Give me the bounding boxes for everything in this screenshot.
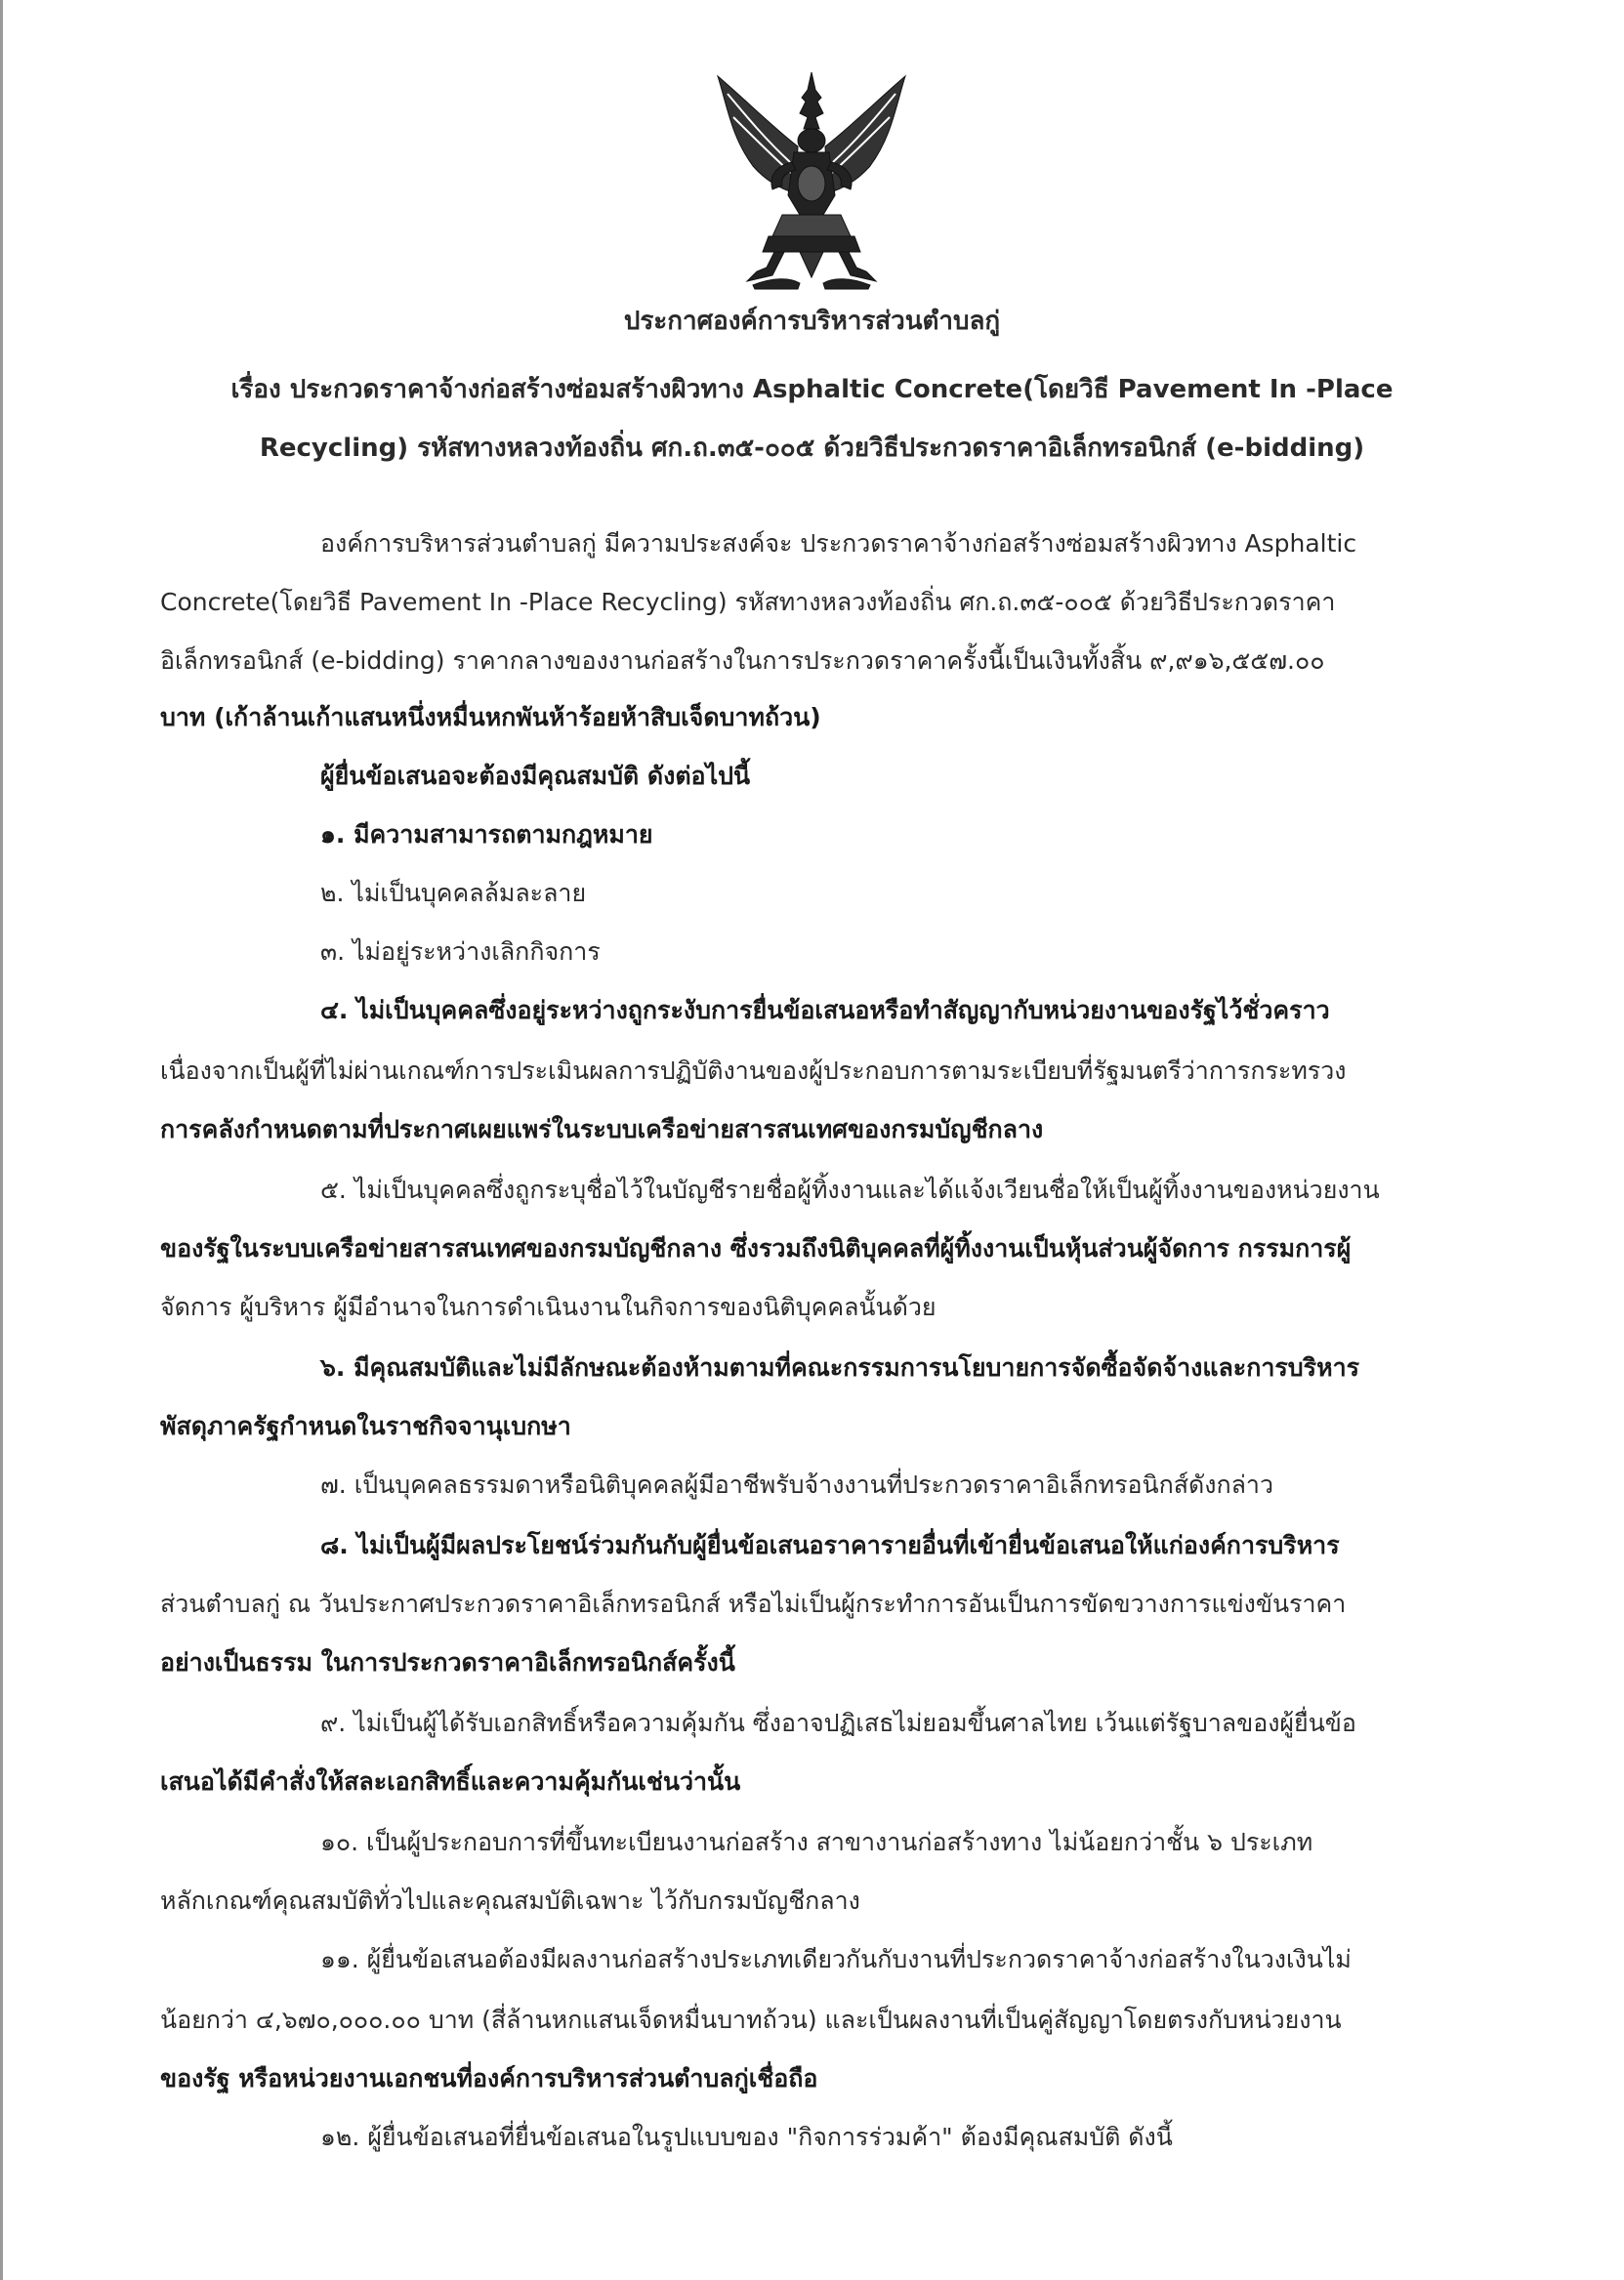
qualification-item-7: ๗. เป็นบุคคลธรรมดาหรือนิติบุคคลผู้มีอาชีพรับจ้างงานที่ประกวดราคาอิเล็กทรอนิกส์ดังกล่าว xyxy=(320,1471,1273,1499)
announcement-subject-line1: เรื่อง ประกวดราคาจ้างก่อสร้างซ่อมสร้างผิวทาง Asphaltic Concrete(โดยวิธี Pavement In -Place xyxy=(230,375,1394,404)
garuda-emblem-icon xyxy=(714,68,909,291)
qualification-item-2: ๒. ไม่เป็นบุคคลล้มละลาย xyxy=(320,879,587,907)
page-border xyxy=(0,0,3,2280)
qualification-item-9-line-1: ๙. ไม่เป็นผู้ได้รับเอกสิทธิ์หรือความคุ้มกัน ซึ่งอาจปฏิเสธไม่ยอมขึ้นศาลไทย เว้นแต่รัฐบาลของผู้ยื่นข้อ xyxy=(320,1709,1356,1737)
qualification-item-4-line-1: ๔. ไม่เป็นบุคคลซึ่งอยู่ระหว่างถูกระงับการยื่นข้อเสนอหรือทำสัญญากับหน่วยงานของรัฐไว้ชั่วคราว xyxy=(320,996,1330,1024)
qualification-item-5-line-2: ของรัฐในระบบเครือข่ายสารสนเทศของกรมบัญชีกลาง ซึ่งรวมถึงนิติบุคคลที่ผู้ทิ้งงานเป็นหุ้นส่วนผู้จัดการ กรรมการผู้ xyxy=(160,1234,1352,1263)
qualification-item-1: ๑. มีความสามารถตามกฎหมาย xyxy=(320,820,653,849)
qualification-intro: ผู้ยื่นข้อเสนอจะต้องมีคุณสมบัติ ดังต่อไปนี้ xyxy=(320,762,751,790)
qualification-item-5-line-3: จัดการ ผู้บริหาร ผู้มีอำนาจในการดำเนินงานในกิจการของนิติบุคคลนั้นด้วย xyxy=(160,1293,937,1321)
qualification-item-5-line-1: ๕. ไม่เป็นบุคคลซึ่งถูกระบุชื่อไว้ในบัญชีรายชื่อผู้ทิ้งงานและได้แจ้งเวียนชื่อให้เป็นผู้ทิ้งงานของหน่วยงาน xyxy=(320,1176,1380,1204)
qualification-item-3: ๓. ไม่อยู่ระหว่างเลิกกิจการ xyxy=(320,937,601,966)
qualification-item-11-line-3: ของรัฐ หรือหน่วยงานเอกชนที่องค์การบริหารส่วนตำบลกู่เชื่อถือ xyxy=(160,2064,818,2093)
qualification-item-12: ๑๒. ผู้ยื่นข้อเสนอที่ยื่นข้อเสนอในรูปแบบของ "กิจการร่วมค้า" ต้องมีคุณสมบัติ ดังนี้ xyxy=(320,2123,1173,2151)
announcement-subject-line2: Recycling) รหัสทางหลวงท้องถิ่น ศก.ถ.๓๕-๐๐๕ ด้วยวิธีประกวดราคาอิเล็กทรอนิกส์ (e-bidding) xyxy=(259,434,1365,463)
qualification-item-8-line-3: อย่างเป็นธรรม ในการประกวดราคาอิเล็กทรอนิกส์ครั้งนี้ xyxy=(160,1648,735,1677)
qualification-item-10-line-1: ๑๐. เป็นผู้ประกอบการที่ขึ้นทะเบียนงานก่อสร้าง สาขางานก่อสร้างทาง ไม่น้อยกว่าชั้น ๖ ประเภท xyxy=(320,1828,1313,1856)
qualification-item-8-line-2: ส่วนตำบลกู่ ณ วันประกาศประกวดราคาอิเล็กทรอนิกส์ หรือไม่เป็นผู้กระทำการอันเป็นการขัดขวางการแข่งขันราคา xyxy=(160,1590,1347,1618)
qualification-item-4-line-3: การคลังกำหนดตามที่ประกาศเผยแพร่ในระบบเครือข่ายสารสนเทศของกรมบัญชีกลาง xyxy=(160,1115,1044,1143)
qualification-item-8-line-1: ๘. ไม่เป็นผู้มีผลประโยชน์ร่วมกันกับผู้ยื่นข้อเสนอราคารายอื่นที่เข้ายื่นข้อเสนอให้แก่องค์การบริหาร xyxy=(320,1531,1340,1559)
intro-line-2: Concrete(โดยวิธี Pavement In -Place Recycling) รหัสทางหลวงท้องถิ่น ศก.ถ.๓๕-๐๐๕ ด้วยวิธีประกวดราคา xyxy=(160,588,1336,616)
qualification-item-9-line-2: เสนอได้มีคำสั่งให้สละเอกสิทธิ์และความคุ้มกันเช่นว่านั้น xyxy=(160,1767,741,1796)
qualification-item-10-line-2: หลักเกณฑ์คุณสมบัติทั่วไปและคุณสมบัติเฉพาะ ไว้กับกรมบัญชีกลาง xyxy=(160,1886,860,1915)
qualification-item-6-line-1: ๖. มีคุณสมบัติและไม่มีลักษณะต้องห้ามตามที่คณะกรรมการนโยบายการจัดซื้อจัดจ้างและการบริหาร xyxy=(320,1353,1360,1382)
intro-line-3: อิเล็กทรอนิกส์ (e-bidding) ราคากลางของงานก่อสร้างในการประกวดราคาครั้งนี้เป็นเงินทั้งสิ้น ๙,๙๑๖,๕๕๗.๐๐ xyxy=(160,646,1325,675)
qualification-item-4-line-2: เนื่องจากเป็นผู้ที่ไม่ผ่านเกณฑ์การประเมินผลการปฏิบัติงานของผู้ประกอบการตามระเบียบที่รัฐมนตรีว่าการกระทรวง xyxy=(160,1057,1347,1085)
announcement-agency: ประกาศองค์การบริหารส่วนตำบลกู่ xyxy=(623,307,1001,336)
qualification-item-11-line-2: น้อยกว่า ๔,๖๗๐,๐๐๐.๐๐ บาท (สี่ล้านหกแสนเจ็ดหมื่นบาทถ้วน) และเป็นผลงานที่เป็นคู่สัญญาโดยตรงกับหน่วยงาน xyxy=(160,2006,1342,2034)
intro-line-1: องค์การบริหารส่วนตำบลกู่ มีความประสงค์จะ ประกวดราคาจ้างก่อสร้างซ่อมสร้างผิวทาง Asphaltic xyxy=(320,529,1357,558)
intro-line-4: บาท (เก้าล้านเก้าแสนหนึ่งหมื่นหกพันห้าร้อยห้าสิบเจ็ดบาทถ้วน) xyxy=(160,703,821,731)
qualification-item-11-line-1: ๑๑. ผู้ยื่นข้อเสนอต้องมีผลงานก่อสร้างประเภทเดียวกันกับงานที่ประกวดราคาจ้างก่อสร้างในวงเงินไม่ xyxy=(320,1945,1352,1973)
qualification-item-6-line-2: พัสดุภาครัฐกำหนดในราชกิจจานุเบกษา xyxy=(160,1412,571,1440)
